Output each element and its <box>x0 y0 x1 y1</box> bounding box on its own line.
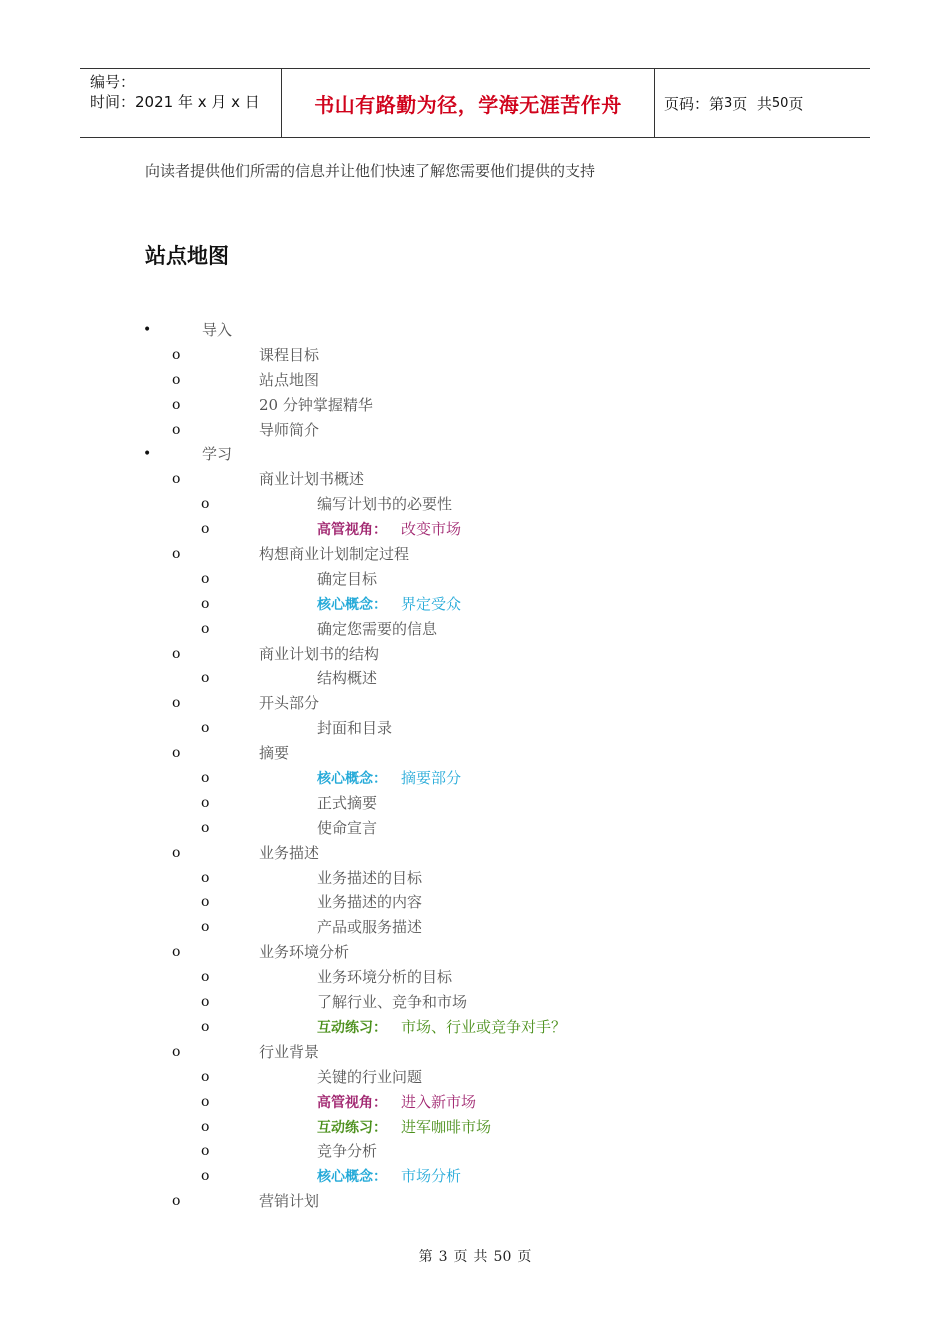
list-item-label: 业务描述的目标 <box>317 868 423 887</box>
list-item-text <box>317 990 467 1015</box>
list-item[interactable] <box>0 791 950 816</box>
list-item-text <box>317 965 452 990</box>
bullet-icon: • <box>143 446 152 463</box>
circle-bullet-icon: o <box>172 1193 181 1210</box>
list-item[interactable] <box>0 592 950 617</box>
circle-bullet-icon: o <box>172 546 181 563</box>
list-item-label: 摘要 <box>259 744 290 763</box>
list-item[interactable] <box>0 1040 950 1065</box>
list-item[interactable] <box>0 442 950 467</box>
page-total: 50 <box>771 95 789 111</box>
list-item[interactable] <box>0 841 950 866</box>
list-item-label: 业务环境分析 <box>259 943 350 962</box>
category-tag: 核心概念： <box>317 771 387 788</box>
list-item[interactable] <box>0 691 950 716</box>
list-item-label: 结构概述 <box>317 669 378 688</box>
list-item-label: 进入新市场 <box>401 1092 477 1111</box>
circle-bullet-icon: o <box>201 1068 210 1085</box>
list-item-text <box>317 866 422 891</box>
list-item[interactable] <box>0 343 950 368</box>
list-item[interactable] <box>0 990 950 1015</box>
circle-bullet-icon: o <box>172 346 181 363</box>
list-item[interactable] <box>0 965 950 990</box>
circle-bullet-icon: o <box>201 1143 210 1160</box>
sitemap-list <box>0 318 950 1214</box>
list-item-text <box>317 915 422 940</box>
intro-text: 向读者提供他们所需的信息并让他们快速了解您需要他们提供的支持 <box>145 162 596 180</box>
list-item-label: 正式摘要 <box>317 793 378 812</box>
circle-bullet-icon: o <box>201 496 210 513</box>
category-tag: 互动练习： <box>317 1019 387 1036</box>
list-item-label: 关键的行业问题 <box>317 1067 423 1086</box>
circle-bullet-icon: o <box>201 620 210 637</box>
circle-bullet-icon: o <box>201 521 210 538</box>
list-item-text <box>259 418 319 443</box>
list-item[interactable] <box>0 1015 950 1040</box>
footer-mid: 页 <box>453 1249 468 1265</box>
list-item-text <box>259 691 319 716</box>
list-item-label: 站点地图 <box>259 370 320 389</box>
page-title: 站点地图 <box>145 244 229 268</box>
list-item-text <box>317 592 461 618</box>
list-item-label: 使命宣言 <box>317 818 378 837</box>
list-item[interactable] <box>0 666 950 691</box>
list-item-label: 构想商业计划制定过程 <box>259 545 410 564</box>
header-table <box>80 68 870 138</box>
circle-bullet-icon: o <box>201 570 210 587</box>
list-item-text <box>259 741 289 766</box>
circle-bullet-icon: o <box>172 1043 181 1060</box>
list-item[interactable] <box>0 1115 950 1140</box>
list-item-text <box>317 716 392 741</box>
list-item-text <box>317 517 461 543</box>
footer-end: 页 <box>517 1249 532 1265</box>
circle-bullet-icon: o <box>201 919 210 936</box>
circle-bullet-icon: o <box>201 1093 210 1110</box>
circle-bullet-icon: o <box>201 670 210 687</box>
list-item-text <box>317 1139 377 1164</box>
header-page-cell <box>664 69 803 137</box>
list-item[interactable] <box>0 642 950 667</box>
circle-bullet-icon: o <box>201 595 210 612</box>
list-item-label: 20 分钟掌握精华 <box>259 395 373 414</box>
list-item[interactable] <box>0 1139 950 1164</box>
list-item-text <box>317 666 377 691</box>
list-item[interactable] <box>0 542 950 567</box>
circle-bullet-icon: o <box>172 745 181 762</box>
category-tag: 核心概念： <box>317 1169 387 1186</box>
list-item-text <box>259 1040 319 1065</box>
circle-bullet-icon: o <box>172 944 181 961</box>
circle-bullet-icon: o <box>201 969 210 986</box>
footer-current: 3 <box>438 1249 448 1265</box>
list-item-text <box>317 567 377 592</box>
circle-bullet-icon: o <box>201 1168 210 1185</box>
list-item[interactable] <box>0 517 950 542</box>
list-item-text <box>259 841 319 866</box>
list-item-label: 导师简介 <box>259 420 320 439</box>
header-left-cell <box>90 72 260 112</box>
list-item-label: 竞争分析 <box>317 1142 378 1161</box>
circle-bullet-icon: o <box>201 819 210 836</box>
circle-bullet-icon: o <box>201 770 210 787</box>
list-item-label: 确定目标 <box>317 569 378 588</box>
list-item[interactable] <box>0 617 950 642</box>
list-item-label: 产品或服务描述 <box>317 918 423 937</box>
list-item-text <box>317 492 452 517</box>
footer-total-prefix: 共 <box>473 1249 488 1265</box>
header-divider <box>654 69 655 137</box>
list-item-label: 业务描述的内容 <box>317 893 423 912</box>
list-item-label: 界定受众 <box>401 594 462 613</box>
list-item-text <box>317 816 377 841</box>
list-item-label: 课程目标 <box>259 345 320 364</box>
circle-bullet-icon: o <box>172 396 181 413</box>
list-item-label: 业务描述 <box>259 843 320 862</box>
list-item[interactable] <box>0 492 950 517</box>
list-item-label: 学习 <box>202 445 233 464</box>
list-item[interactable] <box>0 1164 950 1189</box>
list-item-text <box>259 1189 319 1214</box>
page-end: 页 <box>788 94 804 113</box>
list-item-label: 编写计划书的必要性 <box>317 495 453 514</box>
list-item-text <box>202 442 232 467</box>
list-item[interactable] <box>0 1189 950 1214</box>
list-item-text <box>317 1115 491 1141</box>
circle-bullet-icon: o <box>172 645 181 662</box>
circle-bullet-icon: o <box>172 695 181 712</box>
list-item-label: 导入 <box>202 321 233 339</box>
footer-first: 第 <box>418 1249 433 1265</box>
list-item-text <box>259 542 409 567</box>
bullet-icon: • <box>143 322 152 338</box>
list-item[interactable] <box>0 940 950 965</box>
list-item[interactable] <box>0 766 950 791</box>
list-item-label: 市场、行业或竞争对手？ <box>401 1017 567 1036</box>
list-item-text <box>317 766 461 792</box>
list-item-text <box>317 890 422 915</box>
list-item-text <box>259 642 379 667</box>
list-item-label: 业务环境分析的目标 <box>317 968 453 987</box>
list-item[interactable] <box>0 418 950 443</box>
circle-bullet-icon: o <box>201 994 210 1011</box>
list-item[interactable] <box>0 816 950 841</box>
list-item-label: 改变市场 <box>401 520 462 539</box>
time-label: 时间：2021 年 x 月 x 日 <box>90 93 260 111</box>
list-item-label: 营销计划 <box>259 1192 320 1211</box>
number-label: 编号： <box>90 73 136 91</box>
list-item-label: 商业计划书概述 <box>259 470 365 489</box>
list-item[interactable] <box>0 1065 950 1090</box>
circle-bullet-icon: o <box>201 794 210 811</box>
list-item-text <box>259 368 319 393</box>
page-label: 页码：第 <box>664 94 725 113</box>
circle-bullet-icon: o <box>172 471 181 488</box>
list-item[interactable] <box>0 890 950 915</box>
footer-total: 50 <box>493 1249 512 1265</box>
list-item[interactable] <box>0 467 950 492</box>
list-item-text <box>202 318 232 343</box>
list-item-label: 进军咖啡市场 <box>401 1117 492 1136</box>
page-mid: 页 共 <box>732 94 772 113</box>
list-item[interactable] <box>0 1090 950 1115</box>
list-item-text <box>259 343 319 368</box>
category-tag: 互动练习： <box>317 1119 387 1136</box>
list-item[interactable] <box>0 716 950 741</box>
list-item-label: 商业计划书的结构 <box>259 644 380 663</box>
circle-bullet-icon: o <box>201 1118 210 1135</box>
category-tag: 高管视角： <box>317 522 387 539</box>
list-item-text <box>317 617 437 642</box>
page-current: 3 <box>724 95 733 111</box>
circle-bullet-icon: o <box>201 869 210 886</box>
list-item[interactable] <box>0 866 950 891</box>
list-item[interactable] <box>0 318 950 343</box>
list-item-label: 开头部分 <box>259 694 320 713</box>
circle-bullet-icon: o <box>172 844 181 861</box>
circle-bullet-icon: o <box>201 894 210 911</box>
list-item-text <box>259 467 364 492</box>
list-item[interactable] <box>0 368 950 393</box>
category-tag: 高管视角： <box>317 1094 387 1111</box>
list-item-label: 确定您需要的信息 <box>317 619 438 638</box>
list-item-label: 封面和目录 <box>317 719 393 738</box>
category-tag: 核心概念： <box>317 596 387 613</box>
circle-bullet-icon: o <box>172 421 181 438</box>
list-item-label: 行业背景 <box>259 1042 320 1061</box>
list-item[interactable] <box>0 741 950 766</box>
list-item[interactable] <box>0 393 950 418</box>
list-item-text <box>317 1090 476 1116</box>
list-item-text <box>317 1065 422 1090</box>
list-item-label: 市场分析 <box>401 1167 462 1186</box>
list-item-text <box>259 393 373 418</box>
list-item-label: 摘要部分 <box>401 769 462 788</box>
list-item-text <box>259 940 349 965</box>
page-footer <box>0 1246 950 1266</box>
circle-bullet-icon: o <box>172 371 181 388</box>
list-item-text <box>317 1015 566 1041</box>
list-item-text <box>317 1164 461 1190</box>
circle-bullet-icon: o <box>201 1018 210 1035</box>
list-item[interactable] <box>0 915 950 940</box>
list-item-label: 了解行业、竞争和市场 <box>317 993 468 1012</box>
header-motto: 书山有路勤为径，学海无涯苦作舟 <box>314 92 622 117</box>
list-item-text <box>317 791 377 816</box>
list-item[interactable] <box>0 567 950 592</box>
circle-bullet-icon: o <box>201 720 210 737</box>
